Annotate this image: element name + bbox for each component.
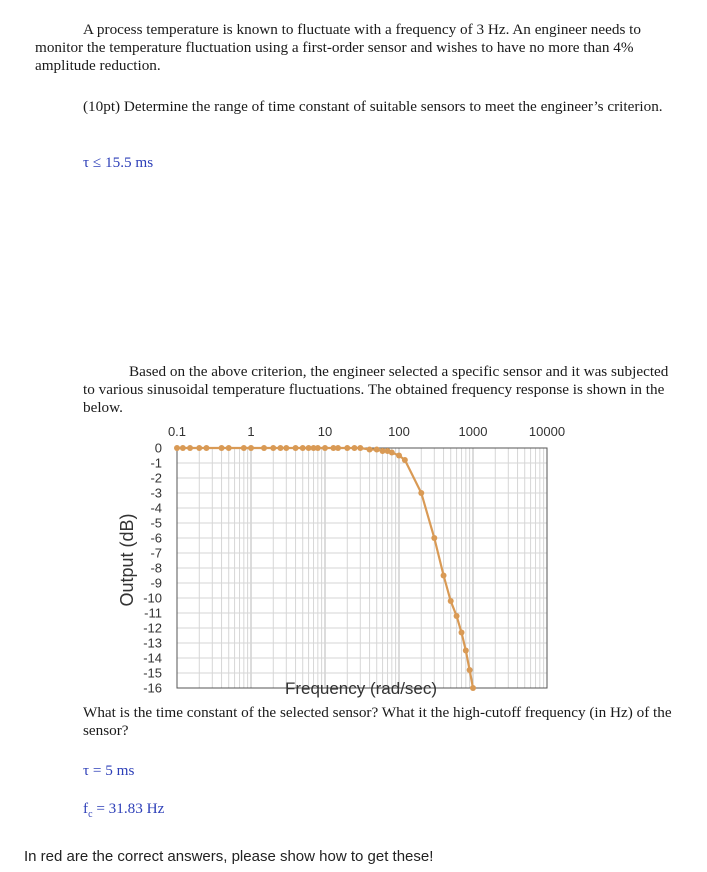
chart-grid (177, 448, 547, 688)
x-tick-label: 0.1 (167, 424, 187, 439)
data-point (293, 445, 299, 451)
y-axis-label: Output (dB) (117, 513, 137, 607)
y-tick-label: -14 (143, 650, 162, 666)
y-tick-label: -16 (143, 680, 162, 696)
data-point (389, 450, 395, 456)
data-point (448, 598, 454, 604)
data-point (402, 457, 408, 463)
data-point (418, 490, 424, 496)
answer-time-constant: τ = 5 ms (83, 762, 135, 779)
x-tick-label: 1 (247, 424, 255, 439)
data-point (187, 445, 193, 451)
data-point (180, 445, 186, 451)
answer-cutoff-prefix: f (83, 800, 89, 817)
y-tick-label: -5 (150, 515, 162, 531)
data-point (196, 445, 202, 451)
data-point (396, 453, 402, 459)
data-point (467, 667, 473, 673)
data-point (470, 685, 476, 691)
data-point (344, 445, 350, 451)
data-point (315, 445, 321, 451)
data-point (270, 445, 276, 451)
question-part1: (10pt) Determine the range of time constant of suitable sensors to meet the engineer’s criterion. (83, 98, 663, 115)
y-tick-label: -10 (143, 590, 162, 606)
x-tick-labels (168, 424, 565, 439)
y-tick-label: -1 (150, 455, 162, 471)
answer-cutoff-subscript: c (88, 809, 93, 821)
data-point (441, 573, 447, 579)
data-point (454, 613, 460, 619)
data-point (351, 445, 357, 451)
data-point (431, 535, 437, 541)
data-point (357, 445, 363, 451)
x-axis-label: Frequency (rad/sec) (284, 679, 438, 698)
y-tick-label: -6 (150, 530, 162, 546)
x-tick-label: 1000 (458, 424, 488, 439)
y-tick-label: -4 (150, 500, 162, 516)
y-tick-label: -13 (143, 635, 162, 651)
y-tick-label: -8 (150, 560, 162, 576)
y-tick-label: -11 (144, 605, 162, 621)
question-intro: A process temperature is known to fluctuate with a frequency of 3 Hz. An engineer needs to monitor the temperature fluctuation using a first-order sensor and wishes to have no more than 4% amplitude reduction. (35, 21, 641, 74)
y-tick-label: -12 (143, 620, 162, 636)
y-tick-label: -7 (150, 545, 162, 561)
data-point (459, 630, 465, 636)
data-point (277, 445, 283, 451)
data-point (226, 445, 232, 451)
answer-time-constant-range: τ ≤ 15.5 ms (83, 154, 154, 171)
data-point (174, 445, 180, 451)
x-tick-label: 10000 (528, 424, 566, 439)
y-tick-label: -3 (150, 485, 162, 501)
answer-cutoff-value: = 31.83 Hz (92, 800, 165, 817)
data-point (248, 445, 254, 451)
answer-cutoff-frequency (83, 800, 164, 820)
data-point (374, 447, 380, 453)
data-point (322, 445, 328, 451)
data-point (261, 445, 267, 451)
question-part2: Based on the above criterion, the engineer selected a specific sensor and it was subjected to various sinusoidal temperature fluctuations. The obtained frequency response is shown in the below. (83, 363, 669, 416)
y-tick-labels (143, 441, 162, 696)
data-point (300, 445, 306, 451)
x-tick-label: 10 (317, 424, 333, 439)
data-point (335, 445, 341, 451)
data-point (463, 648, 469, 654)
frequency-response-chart (0, 418, 707, 700)
x-tick-label: 100 (388, 424, 410, 439)
help-note: In red are the correct answers, please show how to get these! (24, 848, 434, 865)
data-point (241, 445, 247, 451)
question-part3: What is the time constant of the selected sensor? What it the high-cutoff frequency (in Hz) of the sensor? (83, 704, 672, 739)
y-tick-label: -2 (150, 470, 162, 486)
y-tick-label: -15 (143, 665, 162, 681)
data-point (283, 445, 289, 451)
data-point (219, 445, 225, 451)
data-point (367, 447, 373, 453)
y-tick-label: -9 (150, 575, 162, 591)
data-point (203, 445, 209, 451)
y-tick-label: 0 (154, 440, 162, 456)
